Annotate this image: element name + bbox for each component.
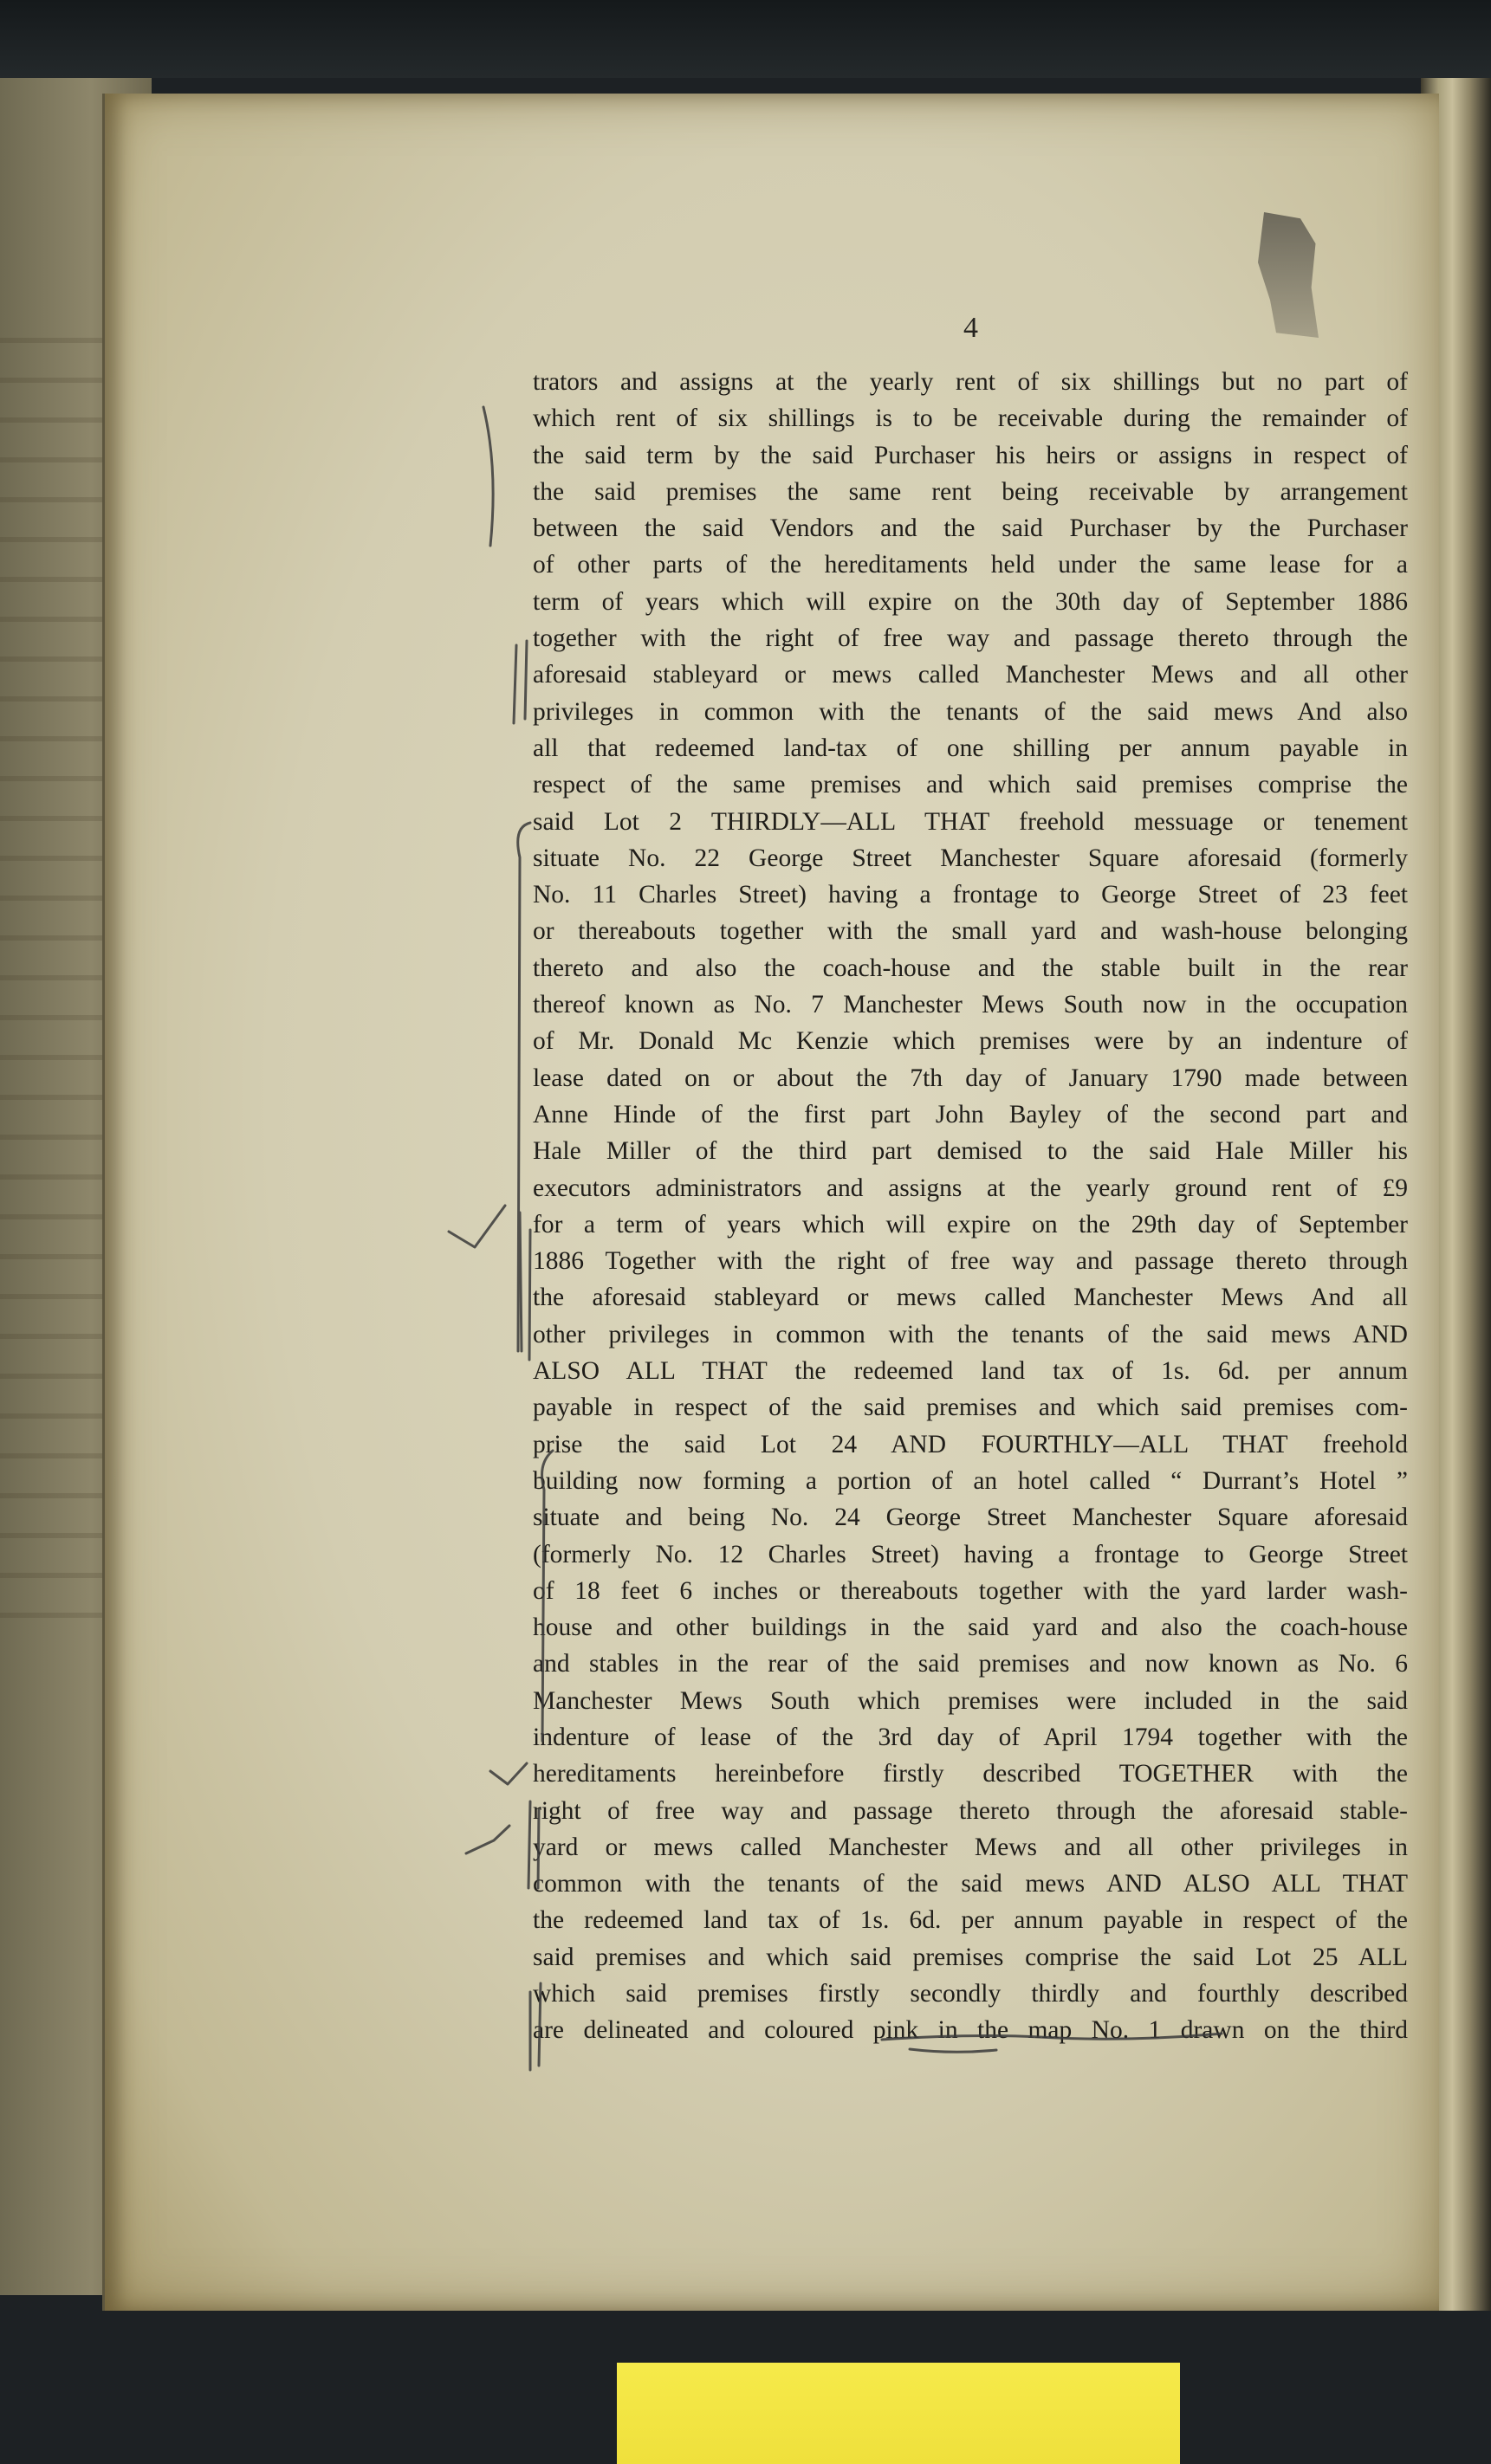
text-line: No. 11 Charles Street) having a frontage to George Street of 23 feet <box>533 881 1408 909</box>
text-line: for a term of years which will expire on the 29th day of September <box>533 1210 1408 1238</box>
text-line: right of free way and passage thereto through the aforesaid stable- <box>533 1796 1408 1825</box>
text-line: executors administrators and assigns at the yearly ground rent of £9 <box>533 1174 1408 1202</box>
sticky-note <box>617 2363 1180 2464</box>
text-line: situate and being No. 24 George Street Manchester Square aforesaid <box>533 1504 1408 1532</box>
scan-background-bottom <box>0 2311 1491 2363</box>
text-line: said premises and which said premises comprise the said Lot 25 ALL <box>533 1943 1408 1971</box>
text-line: together with the right of free way and passage thereto through the <box>533 624 1408 653</box>
text-line: (formerly No. 12 Charles Street) having a frontage to George Street <box>533 1540 1408 1568</box>
text-line: respect of the same premises and which said premises comprise the <box>533 771 1408 799</box>
document-body <box>533 364 1408 2049</box>
text-line: are delineated and coloured pink in the map No. 1 drawn on the third <box>533 2016 1408 2045</box>
text-line: common with the tenants of the said mews AND ALSO ALL THAT <box>533 1870 1408 1898</box>
text-line: term of years which will expire on the 30th day of September 1886 <box>533 587 1408 616</box>
text-line: prise the said Lot 24 AND FOURTHLY—ALL THAT freehold <box>533 1430 1408 1458</box>
text-line: 1886 Together with the right of free way and passage thereto through <box>533 1247 1408 1276</box>
text-line: privileges in common with the tenants of the said mews And also <box>533 697 1408 726</box>
text-line: the said premises the same rent being receivable by arrangement <box>533 477 1408 506</box>
text-line: the aforesaid stableyard or mews called Manchester Mews And all <box>533 1284 1408 1312</box>
text-line: thereto and also the coach-house and the stable built in the rear <box>533 954 1408 982</box>
text-line: situate No. 22 George Street Manchester Square aforesaid (formerly <box>533 844 1408 872</box>
text-line: of other parts of the hereditaments held under the same lease for a <box>533 551 1408 579</box>
text-line: which rent of six shillings is to be receivable during the remainder of <box>533 404 1408 433</box>
text-line: ALSO ALL THAT the redeemed land tax of 1s. 6d. per annum <box>533 1357 1408 1386</box>
text-line: lease dated on or about the 7th day of January 1790 made between <box>533 1064 1408 1092</box>
text-line: of 18 feet 6 inches or thereabouts together with the yard larder wash- <box>533 1576 1408 1605</box>
text-line: thereof known as No. 7 Manchester Mews South now in the occupation <box>533 991 1408 1019</box>
text-line: Hale Miller of the third part demised to the said Hale Miller his <box>533 1137 1408 1166</box>
text-line: payable in respect of the said premises and which said premises com- <box>533 1394 1408 1422</box>
text-line: indenture of lease of the 3rd day of April 1794 together with the <box>533 1723 1408 1751</box>
text-line: house and other buildings in the said yard and also the coach-house <box>533 1614 1408 1642</box>
text-line: yard or mews called Manchester Mews and all other privileges in <box>533 1833 1408 1861</box>
text-line: Anne Hinde of the first part John Bayley of the second part and <box>533 1100 1408 1129</box>
text-line: and stables in the rear of the said premises and now known as No. 6 <box>533 1650 1408 1678</box>
text-line: the redeemed land tax of 1s. 6d. per annum payable in respect of the <box>533 1906 1408 1935</box>
text-line: other privileges in common with the tenants of the said mews AND <box>533 1320 1408 1348</box>
text-line: of Mr. Donald Mc Kenzie which premises were by an indenture of <box>533 1027 1408 1056</box>
text-line: said Lot 2 THIRDLY—ALL THAT freehold messuage or tenement <box>533 807 1408 836</box>
text-line: or thereabouts together with the small yard and wash-house belonging <box>533 917 1408 946</box>
text-line: all that redeemed land-tax of one shilling per annum payable in <box>533 734 1408 762</box>
page-number: 4 <box>963 312 978 344</box>
text-line: hereditaments hereinbefore firstly described TOGETHER with the <box>533 1760 1408 1788</box>
text-line: building now forming a portion of an hotel called “ Durrant’s Hotel ” <box>533 1466 1408 1495</box>
binding-background <box>0 0 1491 78</box>
text-line: aforesaid stableyard or mews called Manchester Mews and all other <box>533 661 1408 689</box>
text-line: Manchester Mews South which premises were included in the said <box>533 1686 1408 1715</box>
text-line: trators and assigns at the yearly rent of six shillings but no part of <box>533 368 1408 396</box>
text-line: between the said Vendors and the said Purchaser by the Purchaser <box>533 514 1408 543</box>
text-line: the said term by the said Purchaser his heirs or assigns in respect of <box>533 441 1408 469</box>
text-line: which said premises firstly secondly thirdly and fourthly described <box>533 1980 1408 2008</box>
